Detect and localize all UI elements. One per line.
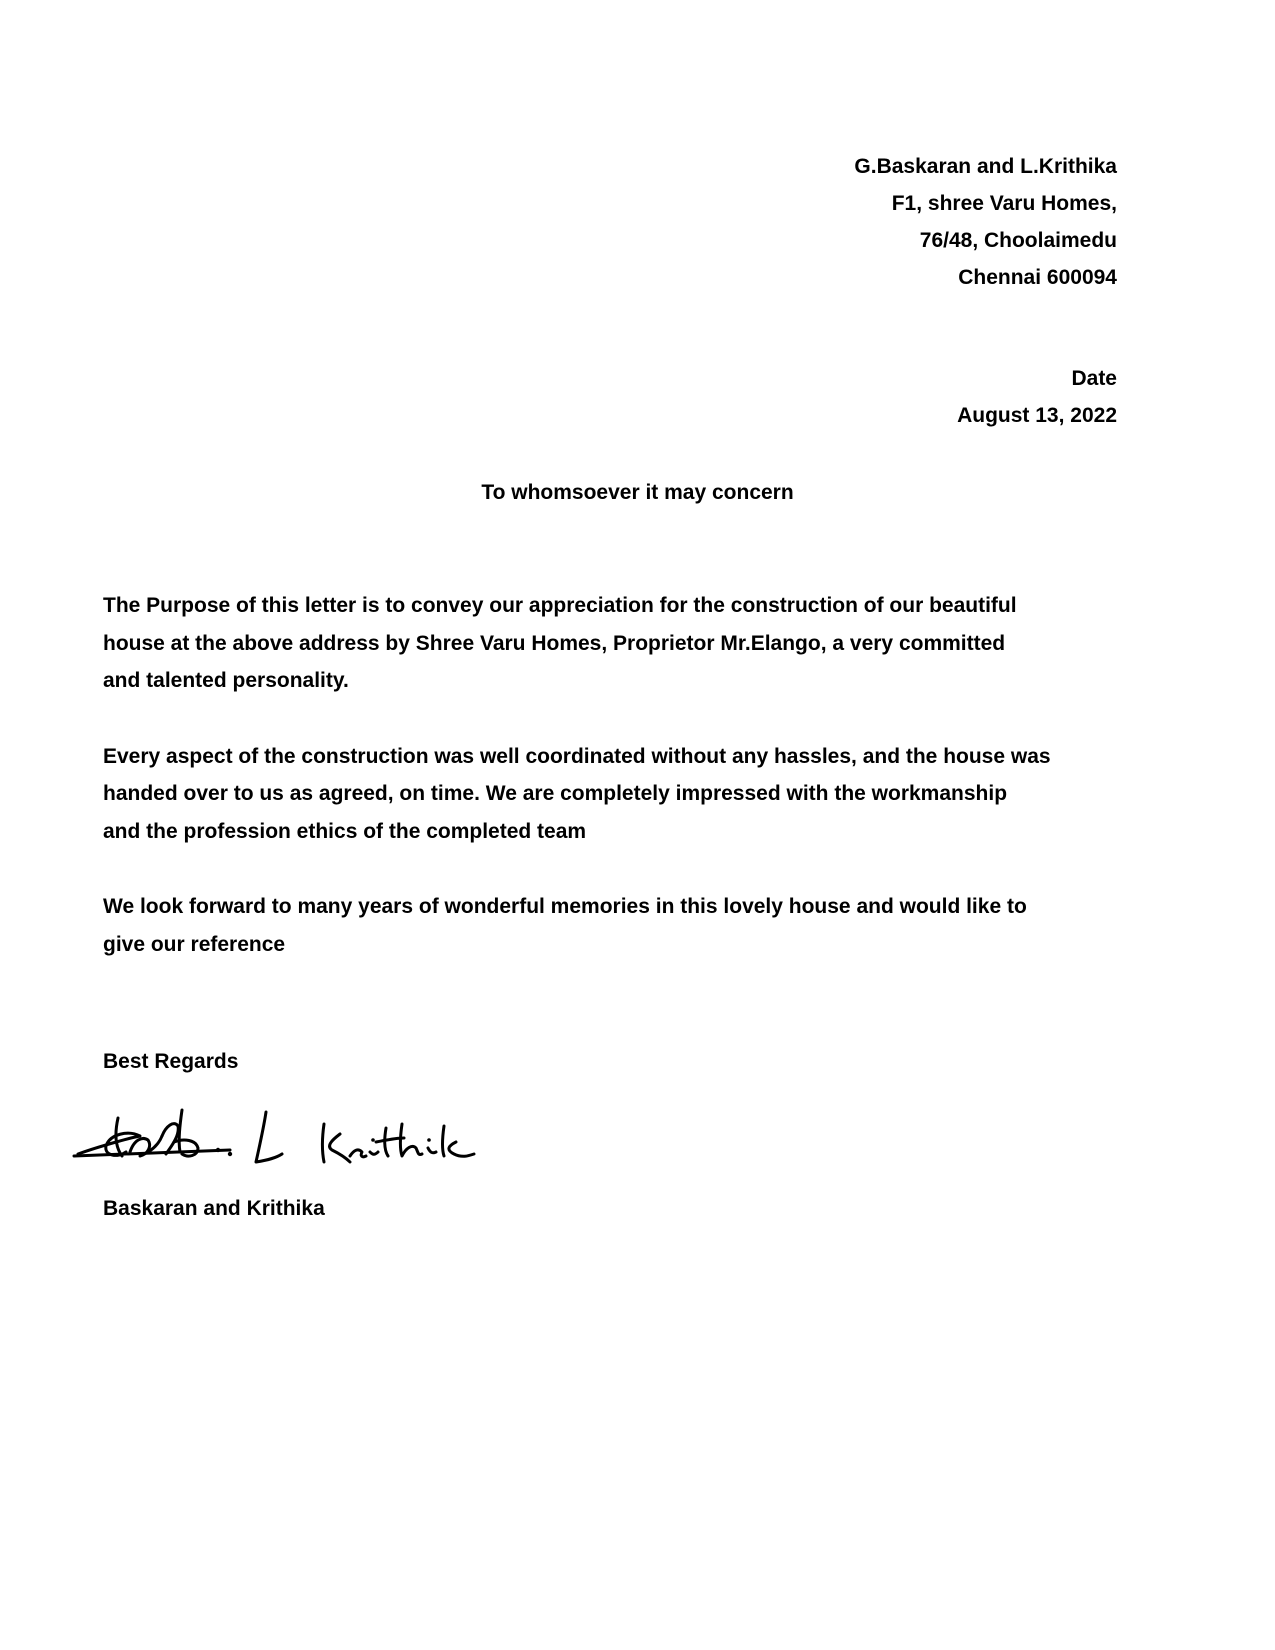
body-line: give our reference — [103, 932, 286, 956]
letter-body — [103, 587, 1173, 1001]
body-paragraph-3 — [103, 888, 1173, 963]
date-label: Date — [1071, 367, 1117, 390]
sender-address-line-2: 76/48, Choolaimedu — [919, 229, 1117, 252]
signer-name: Baskaran and Krithika — [103, 1197, 325, 1220]
body-line: We look forward to many years of wonderful memories in this lovely house and would like to — [103, 895, 1027, 918]
handwritten-signature — [70, 1096, 510, 1178]
body-line: and talented personality. — [103, 669, 349, 692]
date-block — [957, 360, 1117, 434]
sender-address-line-3: Chennai 600094 — [958, 266, 1117, 289]
sender-address-line-1: F1, shree Varu Homes, — [891, 192, 1117, 215]
body-line: and the profession ethics of the completed team — [103, 819, 587, 843]
body-line: The Purpose of this letter is to convey our appreciation for the construction of our beautiful — [103, 594, 1017, 617]
body-line: house at the above address by Shree Varu Homes, Proprietor Mr.Elango, a very committed — [103, 631, 1006, 655]
body-line: handed over to us as agreed, on time. We are completely impressed with the workmanship — [103, 782, 1008, 805]
sender-address-block — [854, 148, 1117, 296]
date-value: August 13, 2022 — [957, 404, 1117, 427]
body-line: Every aspect of the construction was well coordinated without any hassles, and the house was — [103, 744, 1051, 768]
closing-salutation: Best Regards — [103, 1050, 239, 1073]
letter-subject: To whomsoever it may concern — [481, 481, 794, 504]
body-paragraph-2 — [103, 738, 1173, 851]
body-paragraph-1 — [103, 587, 1173, 700]
sender-names: G.Baskaran and L.Krithika — [854, 155, 1117, 178]
